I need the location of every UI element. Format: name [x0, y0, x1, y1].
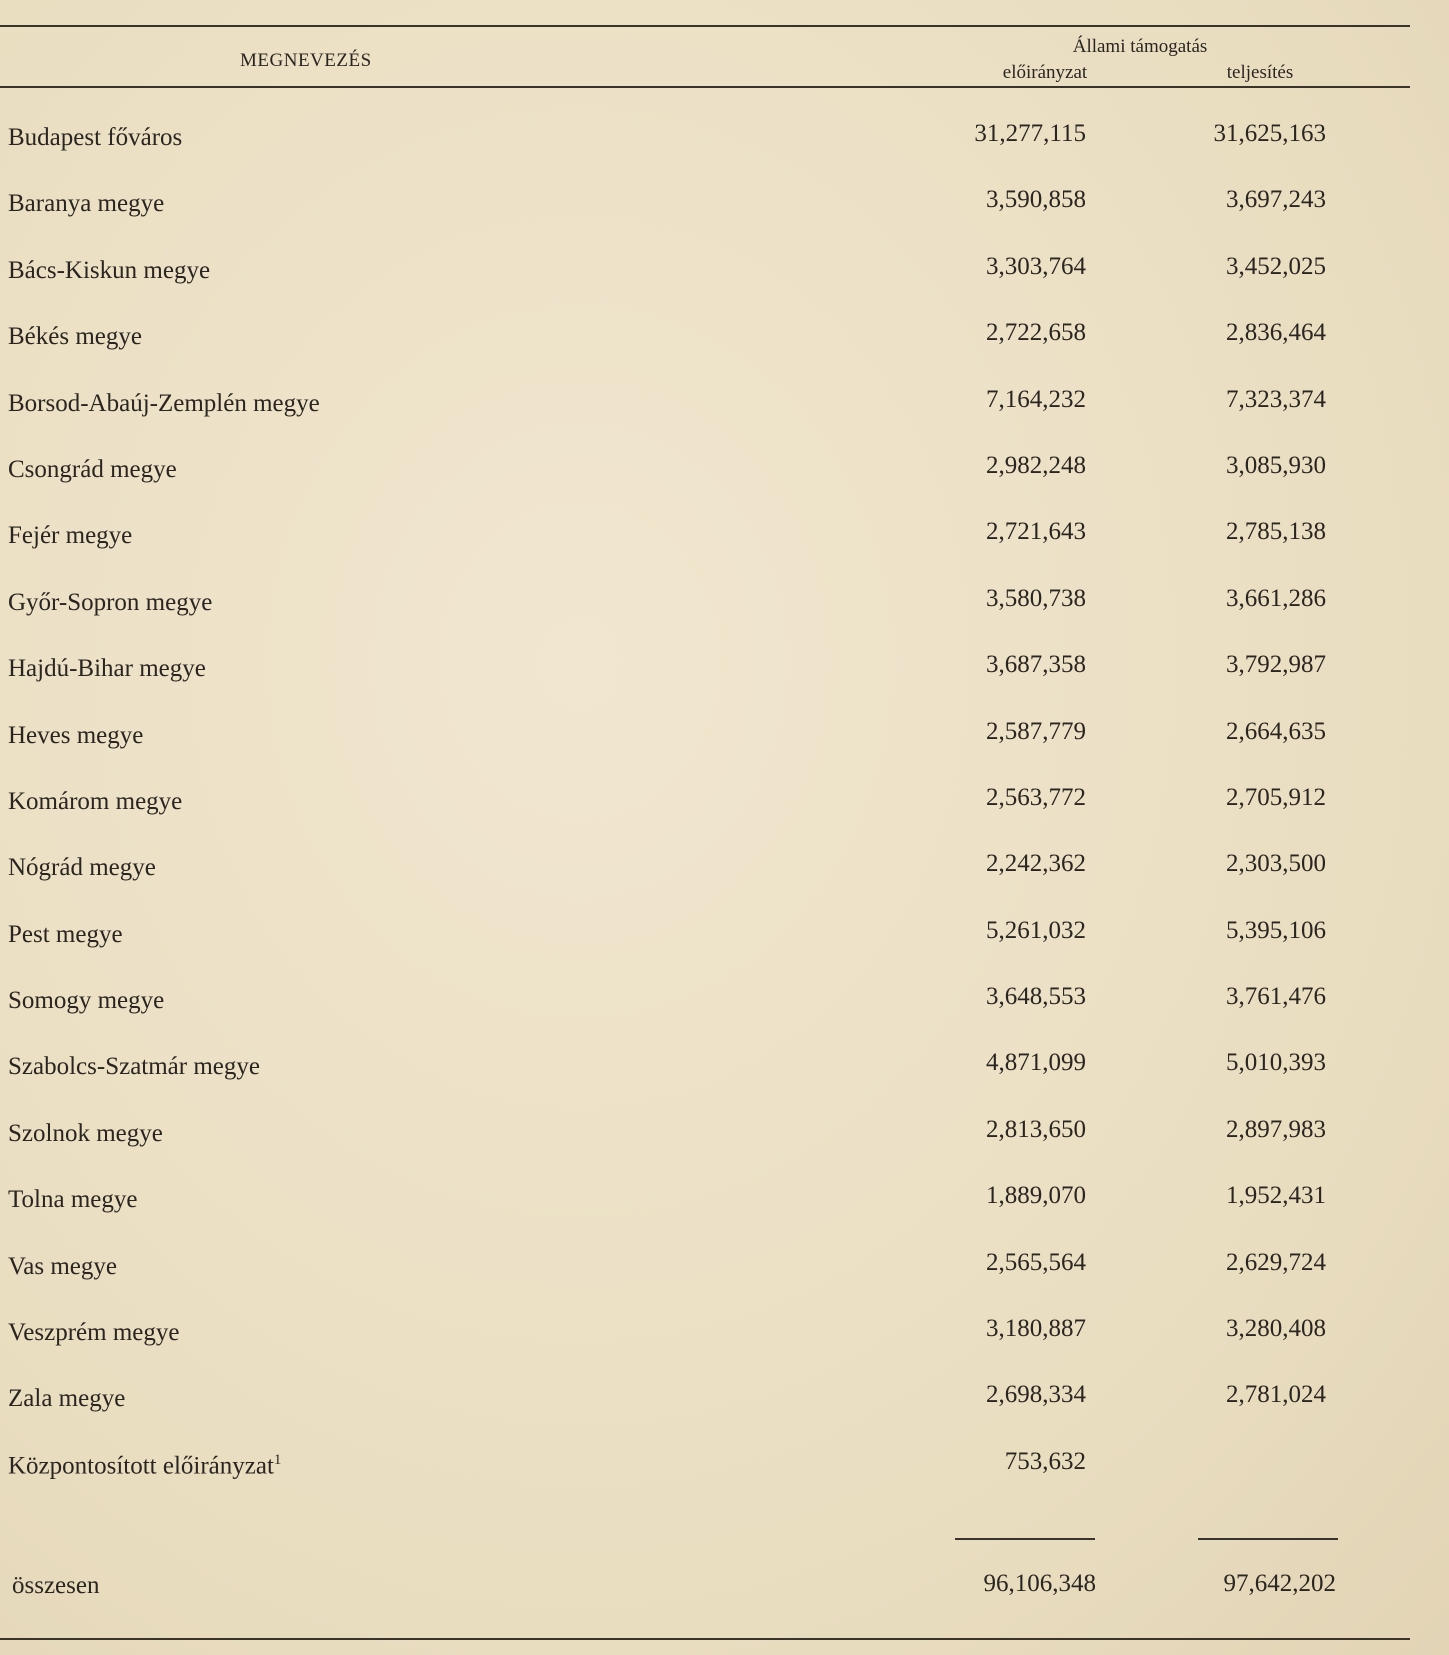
table-row	[0, 770, 1449, 836]
table-row	[0, 1301, 1449, 1367]
row-label-text: Veszprém megye	[8, 1319, 180, 1347]
row-label	[8, 390, 320, 418]
row-label-text: Szabolcs-Szatmár megye	[8, 1053, 260, 1081]
total-fulfillment: 97,642,202	[1223, 1570, 1336, 1597]
row-label-text: Győr-Sopron megye	[8, 588, 213, 616]
row-label	[8, 987, 164, 1015]
row-appropriation: 2,242,362	[986, 850, 1086, 878]
row-fulfillment: 3,697,243	[1226, 186, 1326, 214]
row-label-text: Vas megye	[8, 1252, 117, 1280]
header-rule	[0, 86, 1410, 88]
row-appropriation: 3,580,738	[986, 584, 1086, 612]
bottom-rule	[0, 1638, 1410, 1640]
row-label-text: Budapest főváros	[8, 124, 183, 151]
table-body	[0, 106, 1449, 1500]
row-label	[8, 323, 142, 351]
row-label	[8, 854, 156, 882]
table-row	[0, 1434, 1449, 1500]
row-fulfillment: 3,792,987	[1226, 651, 1326, 679]
table-row	[0, 1367, 1449, 1433]
row-fulfillment: 2,303,500	[1226, 850, 1326, 878]
row-fulfillment: 3,661,286	[1226, 584, 1326, 612]
row-appropriation: 31,277,115	[974, 120, 1086, 147]
row-appropriation: 2,565,564	[986, 1248, 1086, 1276]
row-label-text: Csongrád megye	[8, 455, 177, 483]
row-fulfillment: 2,897,983	[1226, 1115, 1326, 1143]
row-label	[8, 722, 143, 750]
row-appropriation: 2,722,658	[986, 319, 1086, 347]
row-label	[8, 190, 164, 218]
row-label-text: Nógrád megye	[8, 854, 156, 882]
row-appropriation: 753,632	[1004, 1447, 1086, 1475]
row-fulfillment: 2,664,635	[1226, 717, 1326, 745]
table-row	[0, 969, 1449, 1035]
row-appropriation: 2,698,334	[986, 1381, 1086, 1409]
row-label-text: Borsod-Abaúj-Zemplén megye	[8, 389, 320, 417]
header-appropriation: előirányzat	[1002, 62, 1088, 83]
row-fulfillment: 2,629,724	[1226, 1248, 1326, 1276]
row-label-text: Hajdú-Bihar megye	[8, 655, 206, 683]
table-row	[0, 438, 1449, 504]
row-fulfillment: 7,323,374	[1226, 385, 1326, 413]
table-row	[0, 637, 1449, 703]
row-fulfillment: 2,781,024	[1226, 1381, 1326, 1409]
row-appropriation: 3,180,887	[986, 1315, 1086, 1343]
table-row	[0, 836, 1449, 902]
row-label-text: Zala megye	[8, 1385, 126, 1413]
row-appropriation: 3,590,858	[986, 186, 1086, 214]
row-fulfillment: 3,085,930	[1226, 451, 1326, 479]
header-fulfillment: teljesítés	[1226, 62, 1294, 83]
row-fulfillment: 3,280,408	[1226, 1315, 1326, 1343]
total-label: összesen	[12, 1572, 100, 1599]
sum-line-fulfillment	[1198, 1538, 1338, 1540]
row-label-text: Fejér megye	[8, 522, 133, 550]
row-label-text: Pest megye	[8, 920, 123, 948]
row-label	[8, 257, 210, 285]
table-row	[0, 172, 1449, 238]
table-row	[0, 372, 1449, 438]
row-label-text: Baranya megye	[8, 190, 165, 218]
footnote-marker: 1	[273, 1451, 282, 1468]
row-fulfillment: 5,010,393	[1226, 1049, 1326, 1077]
table-row	[0, 1168, 1449, 1234]
table-row	[0, 504, 1449, 570]
row-label	[8, 1053, 260, 1081]
row-label	[8, 788, 182, 816]
sum-line-appropriation	[955, 1538, 1095, 1540]
row-label	[8, 1385, 125, 1413]
table-row	[0, 305, 1449, 371]
top-rule	[0, 25, 1410, 27]
row-label-text: Komárom megye	[8, 787, 183, 815]
table-row	[0, 571, 1449, 637]
row-label	[8, 456, 177, 484]
header-group-state-support: Állami támogatás	[1072, 36, 1208, 57]
table-row	[0, 1235, 1449, 1301]
row-appropriation: 3,687,358	[986, 651, 1086, 679]
row-label	[8, 1319, 179, 1347]
row-label-text: Heves megye	[8, 721, 144, 749]
row-label-text: Bács-Kiskun megye	[8, 256, 211, 284]
row-fulfillment: 2,836,464	[1226, 319, 1326, 347]
row-label-text: Szolnok megye	[8, 1119, 163, 1147]
row-label-text: Somogy megye	[8, 987, 165, 1015]
row-label	[8, 1253, 117, 1281]
row-appropriation: 1,889,070	[986, 1182, 1086, 1210]
table-row	[0, 1035, 1449, 1101]
row-label	[8, 1186, 137, 1214]
row-appropriation: 2,563,772	[986, 783, 1086, 811]
row-label	[8, 655, 206, 683]
row-label	[8, 1452, 281, 1480]
row-label	[8, 921, 123, 949]
row-appropriation: 4,871,099	[986, 1049, 1086, 1077]
row-fulfillment: 3,761,476	[1226, 983, 1326, 1011]
table-row	[0, 239, 1449, 305]
row-label-text: Központosított előirányzat	[8, 1452, 274, 1480]
row-fulfillment: 3,452,025	[1226, 252, 1326, 280]
row-label	[8, 589, 212, 617]
table-row	[0, 106, 1449, 172]
row-appropriation: 5,261,032	[986, 916, 1086, 944]
header-name-column: MEGNEVEZÉS	[240, 50, 372, 71]
row-fulfillment: 2,785,138	[1226, 518, 1326, 546]
row-label	[8, 522, 132, 550]
row-appropriation: 2,587,779	[986, 717, 1086, 745]
row-label-text: Békés megye	[8, 323, 142, 351]
row-appropriation: 3,648,553	[986, 983, 1086, 1011]
total-appropriation: 96,106,348	[983, 1570, 1096, 1597]
table-row	[0, 903, 1449, 969]
row-fulfillment: 5,395,106	[1226, 916, 1326, 944]
table-row	[0, 1102, 1449, 1168]
row-fulfillment: 1,952,431	[1226, 1182, 1326, 1210]
row-appropriation: 2,721,643	[986, 518, 1086, 546]
row-appropriation: 2,982,248	[986, 451, 1086, 479]
row-label	[8, 124, 182, 152]
row-fulfillment: 31,625,163	[1213, 120, 1326, 147]
row-appropriation: 3,303,764	[986, 252, 1086, 280]
row-fulfillment: 2,705,912	[1226, 783, 1326, 811]
row-appropriation: 2,813,650	[986, 1115, 1086, 1143]
row-label-text: Tolna megye	[8, 1186, 138, 1214]
table-row	[0, 704, 1449, 770]
row-label	[8, 1120, 163, 1148]
row-appropriation: 7,164,232	[986, 385, 1086, 413]
